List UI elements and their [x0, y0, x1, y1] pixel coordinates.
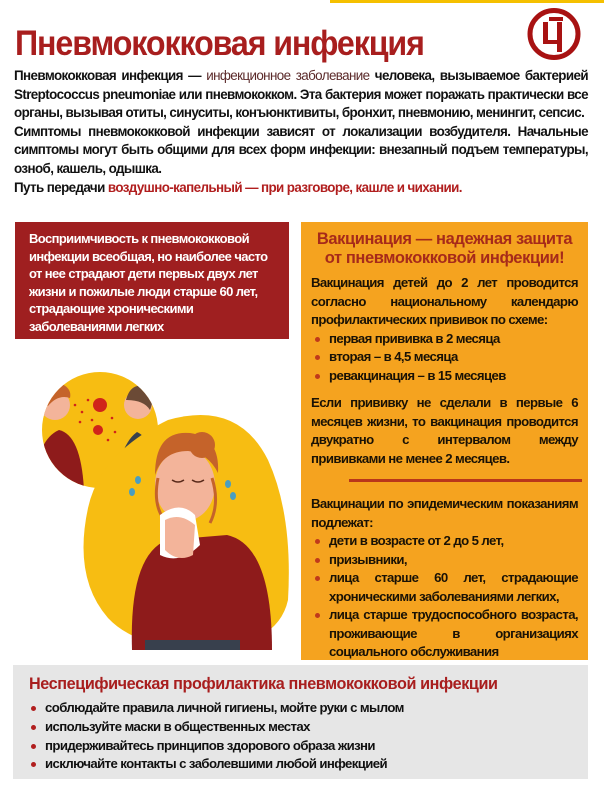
top-accent-line [330, 0, 604, 3]
list-item: лица старше 60 лет, страдающие хроническими заболеваниями легких, [311, 569, 578, 606]
vaccination-box [301, 222, 588, 660]
watermark [300, 779, 588, 790]
bullet-icon [315, 374, 320, 379]
list-item: дети в возрасте от 2 до 5 лет, [311, 532, 578, 551]
vaccination-late-note: Если прививку не сделали в первые 6 месяцев жизни, то вакцинация проводится двукратно с интервалом между прививками не менее 2 месяцев. [311, 395, 578, 466]
list-item: исключайте контакты с заболевшими любой инфекцией [29, 755, 574, 774]
epidemic-indications-intro: Вакцинации по эпидемическим показаниям подлежат: [311, 496, 578, 530]
susceptibility-box [15, 222, 289, 339]
epidemic-groups-list [311, 532, 578, 662]
list-item: используйте маски в общественных местах [29, 718, 574, 737]
page-title: Пневмококковая инфекция [15, 24, 424, 63]
bullet-icon [315, 576, 320, 581]
prevention-title: Неспецифическая профилактика пневмококковой инфекции [29, 675, 498, 693]
list-item: первая прививка в 2 месяца [311, 330, 578, 349]
section-divider [349, 479, 582, 482]
bullet-icon [315, 558, 320, 563]
organization-logo-icon [527, 8, 581, 60]
prevention-list [29, 699, 574, 774]
list-item: ревакцинация – в 15 месяцев [311, 367, 578, 386]
vaccination-schedule-list [311, 330, 578, 386]
transmission-route: воздушно-капельный — при разговоре, кашле и чихании. [107, 179, 462, 195]
susceptibility-text: Восприимчивость к пневмококковой инфекции всеобщая, но наиболее часто от нее страдают дети первых двух лет жизни и пожилые люди старше 60 лет, страдающие хроническими заболеваниями легких [29, 231, 268, 334]
list-item: соблюдайте правила личной гигиены, мойте руки с мылом [29, 699, 574, 718]
intro-paragraph-transmission: Путь передачи воздушно-капельный — при разговоре, кашле и чихании. [14, 179, 462, 195]
intro-text [14, 67, 588, 197]
bullet-icon [315, 355, 320, 360]
list-item: придерживайтесь принципов здорового образа жизни [29, 737, 574, 756]
vaccination-title: Вакцинация — надежная защита от пневмококковой инфекции! [316, 230, 573, 267]
bullet-icon [315, 337, 320, 342]
bullet-icon [315, 539, 320, 544]
intro-paragraph-definition: Пневмококковая инфекция — инфекционное заболевание человека, вызываемое бактерией Streptococcus pneumoniae или пневмококком. Эта бактерия может поражать практически все органы, вызывая отиты, синуситы, конъюнктивиты, бронхит, пневмонию, менингит, сепсис. [14, 68, 588, 121]
bullet-icon [31, 725, 36, 730]
sneezing-woman-icon [20, 350, 290, 650]
vaccination-schedule-intro: Вакцинация детей до 2 лет проводится согласно национальному календарю профилактических прививок по схеме: [311, 275, 578, 327]
list-item: лица старше трудоспособного возраста, проживающие в организациях социального обслуживания [311, 606, 578, 662]
list-item: призывники, [311, 551, 578, 570]
bullet-icon [315, 613, 320, 618]
bullet-icon [31, 762, 36, 767]
disease-term: инфекционное заболевание [206, 68, 370, 83]
bullet-icon [31, 744, 36, 749]
list-item: вторая – в 4,5 месяца [311, 348, 578, 367]
intro-paragraph-symptoms: Симптомы пневмококковой инфекции зависят от локализации возбудителя. Начальные симптомы могут быть общими для всех форм инфекции: внезапный подъем температуры, озноб, кашель, одышка. [14, 123, 588, 176]
bullet-icon [31, 706, 36, 711]
prevention-box [13, 665, 588, 779]
